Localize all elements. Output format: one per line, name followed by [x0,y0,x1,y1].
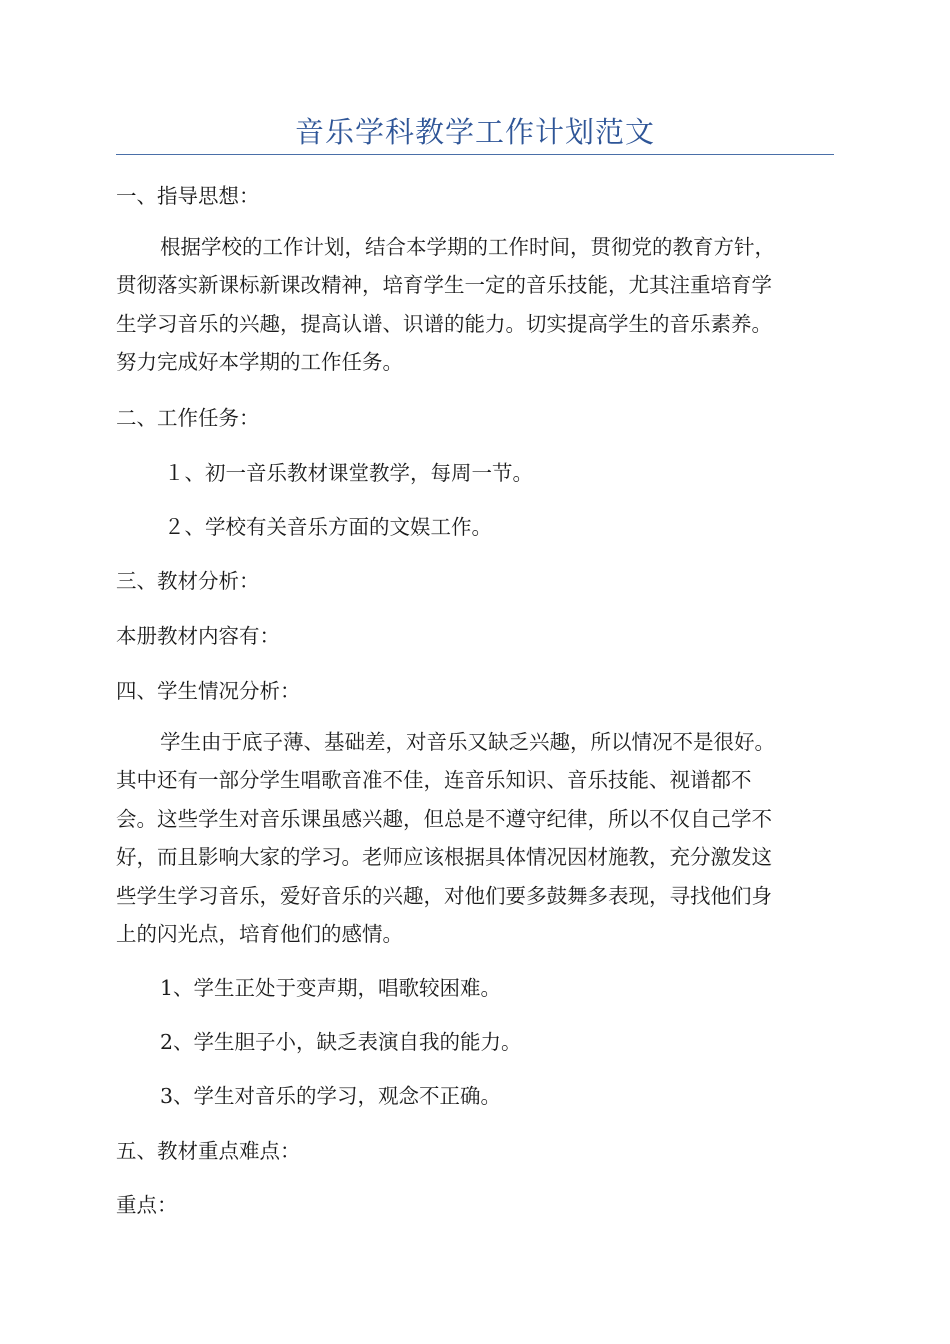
paragraph-student-analysis [116,723,834,953]
list-item-task-1: １、初一音乐教材课堂教学，每周一节。 [164,461,533,485]
key-points-text: 重点： [116,1193,178,1217]
list-item-student-2: 2、学生胆子小，缺乏表演自我的能力。 [160,1030,522,1054]
list-item-student-3: 3、学生对音乐的学习，观念不正确。 [160,1084,502,1108]
section-heading-student-analysis: 四、学生情况分析： [116,679,301,703]
section-heading-key-points: 五、教材重点难点： [116,1139,301,1163]
title-underline [116,154,834,155]
paragraph-line: 学生由于底子薄、基础差，对音乐又缺乏兴趣，所以情况不是很好。 [160,730,775,754]
section-heading-guiding-thought: 一、指导思想： [116,184,260,208]
textbook-content-text: 本册教材内容有： [116,624,280,648]
paragraph-line: 努力完成好本学期的工作任务。 [116,350,403,375]
paragraph-line: 些学生学习音乐，爱好音乐的兴趣，对他们要多鼓舞多表现，寻找他们身 [116,883,772,908]
paragraph-line: 其中还有一部分学生唱歌音准不佳，连音乐知识、音乐技能、视谱都不 [116,768,752,793]
paragraph-line: 贯彻落实新课标新课改精神，培育学生一定的音乐技能，尤其注重培育学 [116,273,772,298]
paragraph-line: 会。这些学生对音乐课虽感兴趣，但总是不遵守纪律，所以不仅自己学不 [116,806,772,831]
section-heading-work-tasks: 二、工作任务： [116,406,260,430]
paragraph-line: 根据学校的工作计划，结合本学期的工作时间，贯彻党的教育方针， [160,235,775,259]
paragraph-line: 好，而且影响大家的学习。老师应该根据具体情况因材施教，充分激发这 [116,845,772,870]
paragraph-guiding-thought [116,228,834,382]
paragraph-line: 生学习音乐的兴趣，提高认谱、识谱的能力。切实提高学生的音乐素养。 [116,311,772,336]
section-heading-textbook-analysis: 三、教材分析： [116,569,260,593]
list-item-student-1: 1、学生正处于变声期，唱歌较困难。 [160,976,502,1000]
paragraph-line: 上的闪光点，培育他们的感情。 [116,922,403,947]
document-title: 音乐学科教学工作计划范文 [294,115,655,149]
list-item-task-2: ２、学校有关音乐方面的文娱工作。 [164,515,492,539]
